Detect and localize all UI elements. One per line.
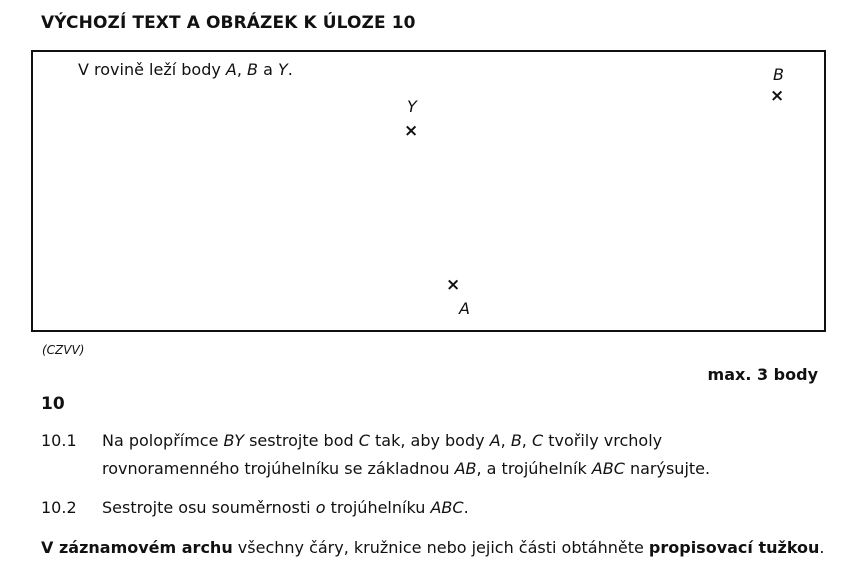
text-run: , [500,431,511,450]
text-run: . [819,538,825,557]
math-term: A [489,431,501,450]
text-run: Na polopřímce [102,431,224,450]
figure-intro-text [78,60,293,79]
source-credit: (CZVV) [42,343,85,357]
math-term: C [531,431,544,450]
text-run: , [521,431,532,450]
text-run: všechny čáry, kružnice nebo jejich části obtáhněte [232,538,649,557]
text-run: . [463,498,469,517]
math-term: C [358,431,370,450]
point-b-cross-icon: × [770,86,785,106]
intro-sep: a [258,60,278,79]
text-run: rovnoramenného trojúhelníku se základnou [102,459,455,478]
instruction-footer [41,538,825,557]
subtask-number: 10.2 [41,498,77,517]
math-term: AB [454,459,477,478]
intro-suffix: . [287,60,293,79]
text-run: trojúhelníku [325,498,431,517]
intro-sep: , [236,60,248,79]
point-y-cross-icon: × [404,121,419,141]
bold-run: propisovací tužkou [648,538,820,557]
math-term: ABC [591,459,625,478]
bold-run: V záznamovém archu [41,538,233,557]
text-run: narýsujte. [624,459,711,478]
subtask-line [102,494,822,522]
point-a-label: A [459,299,470,318]
text-run: Sestrojte osu souměrnosti [102,498,316,517]
intro-prefix: V rovině leží body [78,60,226,79]
max-points: max. 3 body [707,365,818,384]
section-heading: VÝCHOZÍ TEXT A OBRÁZEK K ÚLOZE 10 [41,13,416,33]
text-run: tak, aby body [369,431,490,450]
point-b-label: B [773,65,784,84]
subtask-text [102,494,822,522]
subtask-line [102,427,822,455]
subtask-text [102,427,822,483]
intro-point-y: Y [278,60,288,79]
figure-box [31,50,826,332]
text-run: tvořily vrcholy [543,431,663,450]
math-term: o [315,498,326,517]
task-number: 10 [41,394,65,414]
math-term: BY [223,431,244,450]
math-term: ABC [430,498,464,517]
text-run: , a trojúhelník [476,459,592,478]
text-run: sestrojte bod [244,431,359,450]
point-y-label: Y [407,97,417,116]
subtask-line [102,455,822,483]
intro-point-b: B [247,60,259,79]
math-term: B [510,431,522,450]
point-a-cross-icon: × [446,275,461,295]
subtask-number: 10.1 [41,431,77,450]
intro-point-a: A [225,60,237,79]
